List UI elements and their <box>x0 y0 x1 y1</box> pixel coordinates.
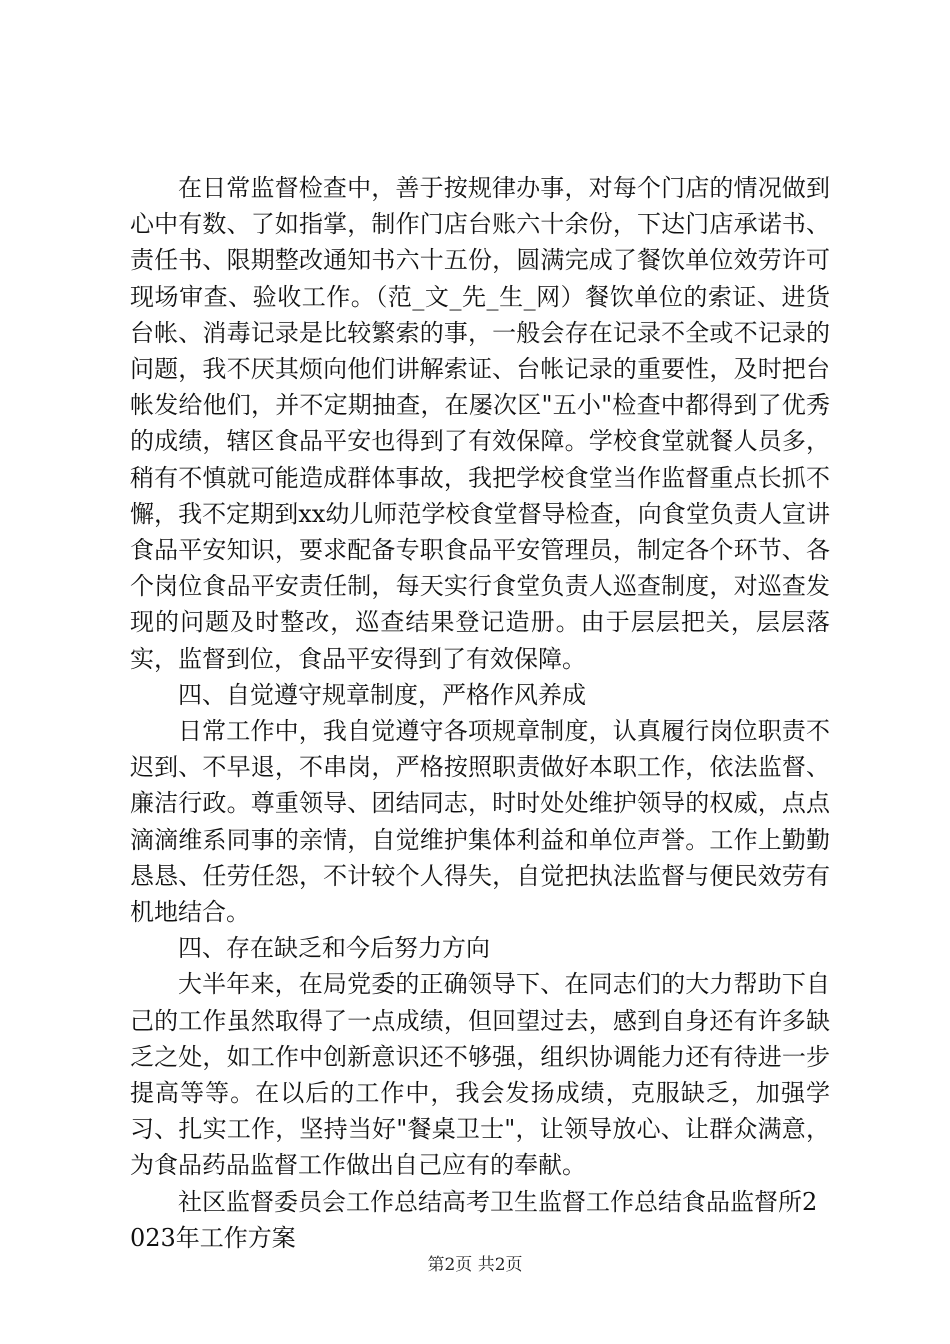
section-heading-rules: 四、自觉遵守规章制度，严格作风养成 <box>178 680 586 709</box>
related-titles: 社区监督委员会工作总结高考卫生监督工作总结食品监督所2023年工作方案 <box>130 1187 818 1252</box>
paragraph-daily-work: 日常工作中，我自觉遵守各项规章制度，认真履行岗位职责不迟到、不早退，不串岗，严格按照职责做好本职工作，依法监督、廉洁行政。尊重领导、团结同志，时时处处维护领导的权威，点点滴滴维系同事的亲情，自觉维护集体利益和单位声誉。工作上勤勤恳恳、任劳任怨，不计较个人得失，自觉把执法监督与便民效劳有机地结合。 <box>130 717 830 927</box>
paragraph-daily-supervision: 在日常监督检查中，善于按规律办事，对每个门店的情况做到心中有数、了如指掌，制作门店台账六十余份，下达门店承诺书、责任书、限期整改通知书六十五份，圆满完成了餐饮单位效劳许可现场审查、验收工作。（范_文_先_生_网）餐饮单位的索证、进货台帐、消毒记录是比较繁索的事，一般会存在记录不全或不记录的问题，我不厌其烦向他们讲解索证、台帐记录的重要性，及时把台帐发给他们，并不定期抽查，在屡次区"五小"检查中都得到了优秀的成绩，辖区食品平安也得到了有效保障。学校食堂就餐人员多，稍有不慎就可能造成群体事故，我把学校食堂当作监督重点长抓不懈，我不定期到xx幼儿师范学校食堂督导检查，向食堂负责人宣讲食品平安知识，要求配备专职食品平安管理员，制定各个环节、各个岗位食品平安责任制，每天实行食堂负责人巡查制度，对巡查发现的问题及时整改，巡查结果登记造册。由于层层把关，层层落实，监督到位，食品平安得到了有效保障。 <box>130 174 830 673</box>
page-number-footer: 第2页 共2页 <box>427 1255 523 1275</box>
section-heading-shortcomings: 四、存在缺乏和今后努力方向 <box>178 934 490 963</box>
paragraph-future-effort: 大半年来，在局党委的正确领导下、在同志们的大力帮助下自己的工作虽然取得了一点成绩，但回望过去，感到自身还有许多缺乏之处，如工作中创新意识还不够强，组织协调能力还有待进一步提高等等。在以后的工作中，我会发扬成绩，克服缺乏，加强学习、扎实工作，坚持当好"餐桌卫士"，让领导放心、让群众满意，为食品药品监督工作做出自己应有的奉献。 <box>130 970 830 1180</box>
document-body <box>130 170 830 1256</box>
